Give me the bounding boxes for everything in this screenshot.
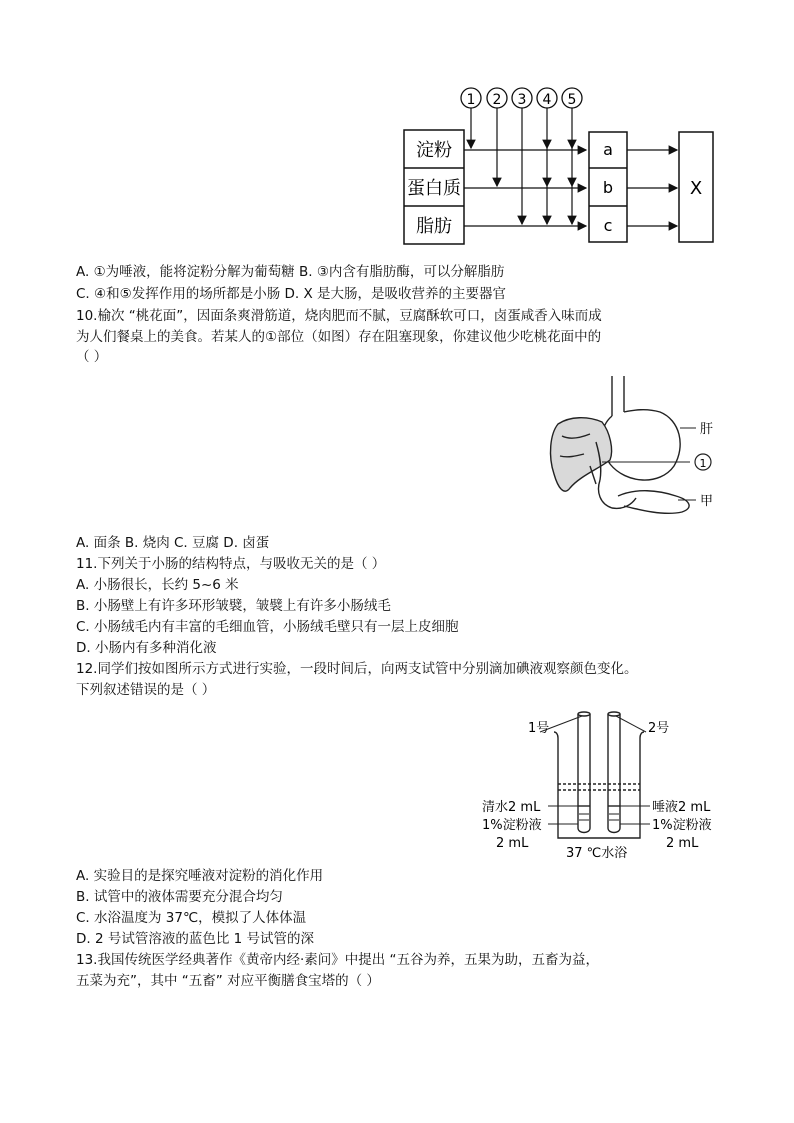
test-tube-experiment xyxy=(478,710,724,862)
label-right-bot: 2 mL xyxy=(666,836,699,851)
product-a: a xyxy=(603,140,613,159)
circle-labels xyxy=(461,88,582,108)
label-left-bot: 2 mL xyxy=(496,836,529,851)
label-2: 2 xyxy=(492,92,502,108)
input-starch: 淀粉 xyxy=(416,140,452,161)
q11-option-b: B. 小肠壁上有许多环形皱襞，皱襞上有许多小肠绒毛 xyxy=(76,598,391,614)
label-water-bath: 37 ℃水浴 xyxy=(566,846,628,861)
product-c: c xyxy=(603,216,613,235)
liver-diagram xyxy=(540,376,730,524)
label-tube1: 1号 xyxy=(528,721,550,736)
q12-option-c: C. 水浴温度为 37℃，模拟了人体体温 xyxy=(76,910,307,926)
q13-stem-line1: 13.我国传统医学经典著作《黄帝内经·素问》中提出 “五谷为养，五果为助，五畜为益， xyxy=(76,952,600,968)
label-tube2: 2号 xyxy=(648,721,670,736)
label-jia: 甲 xyxy=(700,494,714,509)
label-right-mid: 1%淀粉液 xyxy=(652,818,712,833)
label-left-mid: 1%淀粉液 xyxy=(482,818,542,833)
q12-option-a: A. 实验目的是探究唾液对淀粉的消化作用 xyxy=(76,868,324,884)
q13-stem-line2: 五菜为充”，其中 “五畜” 对应平衡膳食宝塔的（ ） xyxy=(76,973,380,989)
q12-stem-line1: 12.同学们按如图所示方式进行实验，一段时间后，向两支试管中分别滴加碘液观察颜色变化。 xyxy=(76,661,638,677)
q10-stem-line2: 为人们餐桌上的美食。若某人的①部位（如图）存在阻塞现象，你建议他少吃桃花面中的 xyxy=(76,329,602,345)
label-4: 4 xyxy=(542,92,552,108)
q10-stem-line1: 10.榆次 “桃花面”，因面条爽滑筋道，烧肉肥而不腻，豆腐酥软可口，卤蛋咸香入味而成 xyxy=(76,308,602,324)
q11-stem: 11.下列关于小肠的结构特点，与吸收无关的是（ ） xyxy=(76,556,386,572)
q10-options: A. 面条 B. 烧肉 C. 豆腐 D. 卤蛋 xyxy=(76,535,270,551)
input-protein: 蛋白质 xyxy=(407,178,461,199)
label-left-top: 清水2 mL xyxy=(482,800,541,815)
label-liver: 肝 xyxy=(700,422,714,437)
input-fat: 脂肪 xyxy=(416,216,452,237)
q10-stem-line3: （ ） xyxy=(76,349,108,365)
product-b: b xyxy=(602,178,614,197)
q11-option-c: C. 小肠绒毛内有丰富的毛细血管，小肠绒毛壁只有一层上皮细胞 xyxy=(76,619,459,635)
q11-option-d: D. 小肠内有多种消化液 xyxy=(76,640,217,656)
digestion-flow-diagram xyxy=(396,84,716,254)
q9-options-line2: C. ④和⑤发挥作用的场所都是小肠 D. X 是大肠，是吸收营养的主要器官 xyxy=(76,286,507,302)
q9-options-line1: A. ①为唾液，能将淀粉分解为葡萄糖 B. ③内含有脂肪酶，可以分解脂肪 xyxy=(76,264,505,280)
label-1: 1 xyxy=(466,92,476,108)
label-right-top: 唾液2 mL xyxy=(652,800,711,815)
q11-option-a: A. 小肠很长，长约 5~6 米 xyxy=(76,577,239,593)
q12-option-d: D. 2 号试管溶液的蓝色比 1 号试管的深 xyxy=(76,931,315,947)
final-x: X xyxy=(689,178,703,199)
label-part-1: 1 xyxy=(699,457,707,470)
label-3: 3 xyxy=(517,92,527,108)
label-5: 5 xyxy=(567,92,577,108)
q12-option-b: B. 试管中的液体需要充分混合均匀 xyxy=(76,889,283,905)
q12-stem-line2: 下列叙述错误的是（ ） xyxy=(76,682,216,698)
